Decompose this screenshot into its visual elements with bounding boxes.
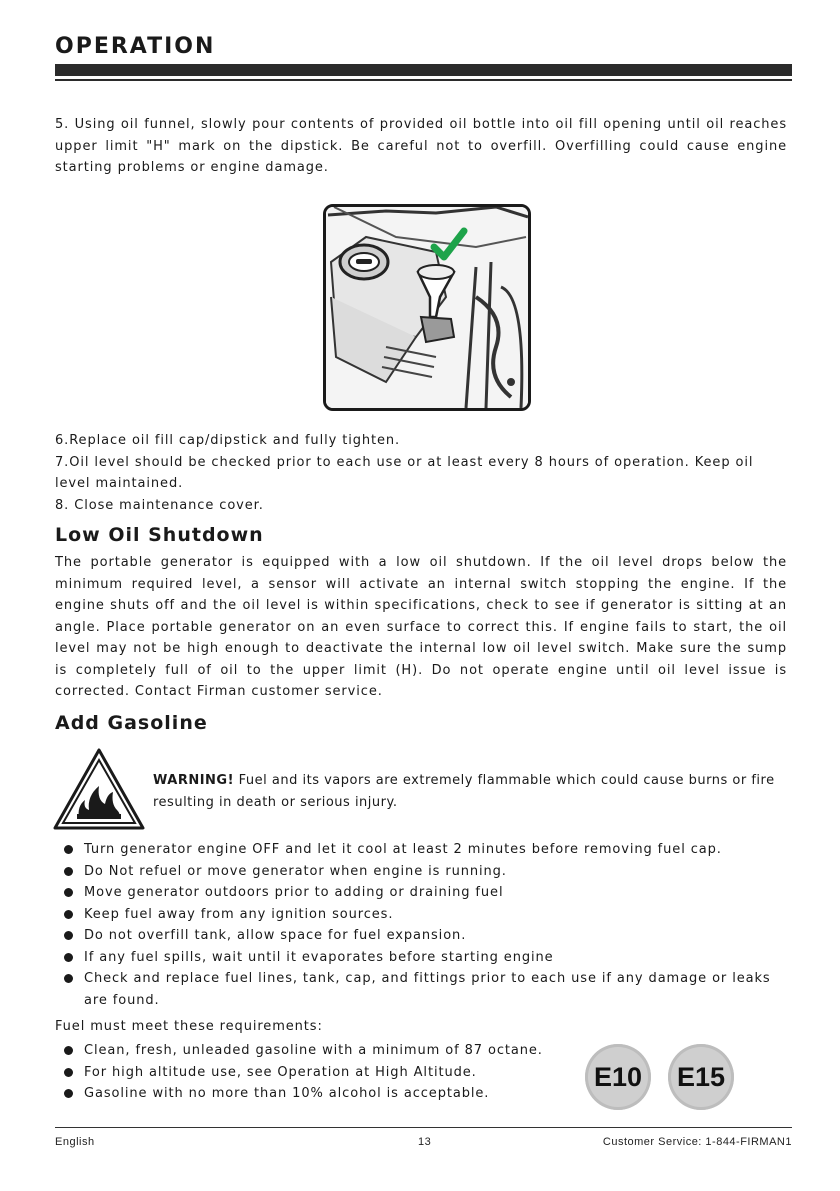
fire-warning-icon — [53, 748, 145, 830]
add-gasoline-heading: Add Gasoline — [55, 712, 208, 734]
steps-6-8 — [55, 430, 787, 516]
page-number: 13 — [418, 1136, 432, 1148]
customer-service: Customer Service: 1-844-FIRMAN1 — [602, 1136, 792, 1148]
header-rule-thick — [55, 64, 792, 76]
step-7-text: 7.Oil level should be checked prior to each use or at least every 8 hours of operation. Keep oil level maintained. — [55, 454, 754, 491]
warning-label: WARNING! — [153, 773, 235, 788]
step-5-text: 5. Using oil funnel, slowly pour contents of provided oil bottle into oil fill opening until oil reaches upper limit "H" mark on the dipstick. Be careful not to overfill. Overfilling could cause engine starting problems or engine damage. — [55, 117, 787, 175]
fuel-requirements-list — [64, 1040, 564, 1105]
fuel-requirements-intro: Fuel must meet these requirements: — [55, 1019, 323, 1034]
footer-language: English — [55, 1136, 95, 1148]
list-item: Clean, fresh, unleaded gasoline with a minimum of 87 octane. — [64, 1040, 564, 1062]
e15-badge: E15 — [668, 1044, 734, 1110]
refuel-safety-list — [64, 839, 789, 1011]
list-item: If any fuel spills, wait until it evaporates before starting engine — [64, 947, 789, 969]
section-title: OPERATION — [55, 34, 216, 59]
list-item: Gasoline with no more than 10% alcohol is acceptable. — [64, 1083, 564, 1105]
header-rule-thin — [55, 79, 792, 81]
list-item: Do Not refuel or move generator when engine is running. — [64, 861, 789, 883]
oil-funnel-engine-icon — [326, 207, 528, 408]
e10-badge: E10 — [585, 1044, 651, 1110]
list-item: Do not overfill tank, allow space for fuel expansion. — [64, 925, 789, 947]
low-oil-body: The portable generator is equipped with a low oil shutdown. If the oil level drops below the minimum required level, a sensor will activate an internal switch stopping the engine. If the engine shuts off and the oil level is within specifications, check to see if generator is sitting at an angle. Place portable generator on an even surface to correct this. If engine fails to start, the oil level may not be high enough to deactivate the internal low oil level switch. Make sure the sump is completely full of oil to the upper limit (H). Do not operate engine until oil level issue is corrected. Contact Firman customer service. — [55, 555, 787, 699]
warning-message — [153, 770, 788, 813]
list-item: Check and replace fuel lines, tank, cap, and fittings prior to each use if any damage or leaks are found. — [64, 968, 789, 1011]
list-item: For high altitude use, see Operation at High Altitude. — [64, 1062, 564, 1084]
list-item: Keep fuel away from any ignition sources. — [64, 904, 789, 926]
low-oil-heading: Low Oil Shutdown — [55, 524, 264, 546]
list-item: Move generator outdoors prior to adding or draining fuel — [64, 882, 789, 904]
footer-rule — [55, 1127, 792, 1128]
warning-body: Fuel and its vapors are extremely flammable which could cause burns or fire resulting in death or serious injury. — [153, 773, 775, 810]
oil-funnel-figure — [323, 204, 531, 411]
list-item: Turn generator engine OFF and let it cool at least 2 minutes before removing fuel cap. — [64, 839, 789, 861]
step-8-text: 8. Close maintenance cover. — [55, 497, 264, 513]
step-6-text: 6.Replace oil fill cap/dipstick and fully tighten. — [55, 433, 401, 448]
